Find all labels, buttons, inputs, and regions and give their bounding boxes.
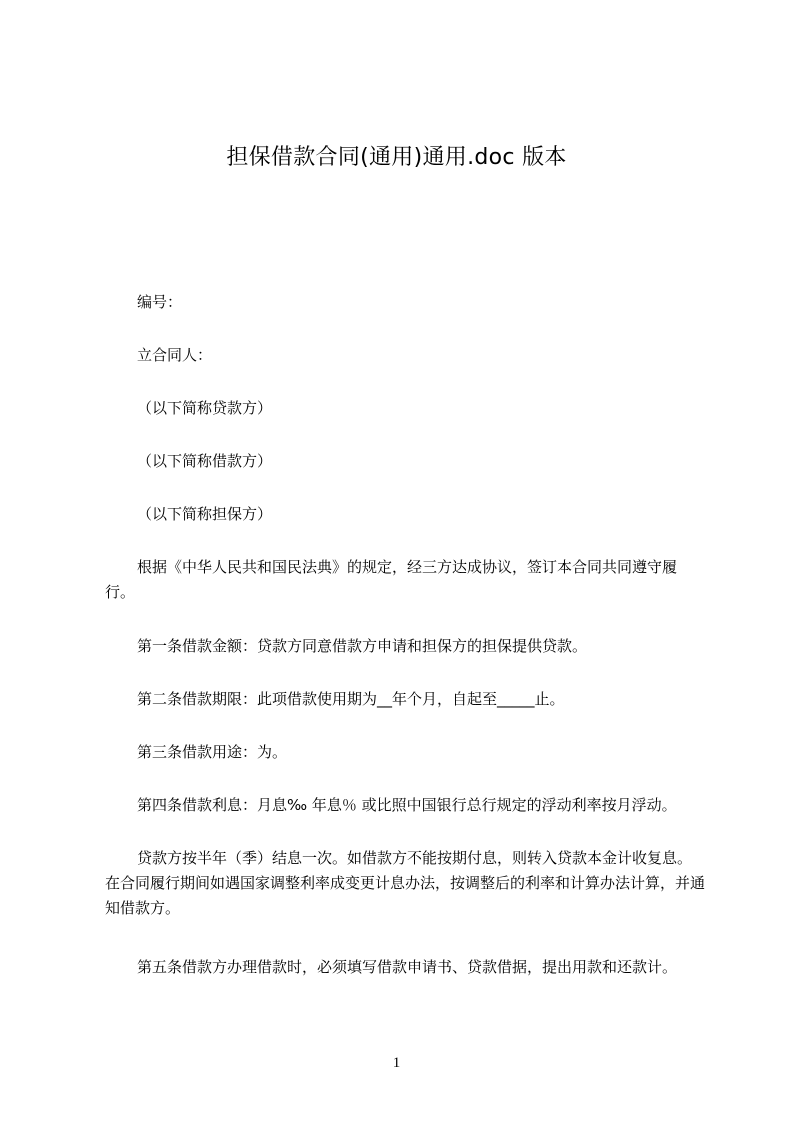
document-title: 担保借款合同(通用)通用.doc 版本: [226, 145, 567, 170]
paragraph-borrower: （以下简称借款方）: [137, 452, 273, 470]
paragraph-number: 编号：: [137, 293, 183, 311]
paragraph-article-2: 第二条借款期限：此项借款使用期为__年个月，自起至_____止。: [137, 690, 565, 708]
page-number: 1: [392, 1055, 401, 1071]
paragraph-article-5: 第五条借款方办理借款时，必须填写借款申请书、贷款借据，提出用款和还款计。: [137, 958, 678, 976]
paragraph-article-1: 第一条借款金额：贷款方同意借款方申请和担保方的担保提供贷款。: [137, 637, 588, 655]
paragraph-article-4: 第四条借款利息：月息‰ 年息％ 或比照中国银行总行规定的浮动利率按月浮动。: [137, 796, 677, 814]
paragraph-interest-detail: 贷款方按半年（季）结息一次。如借款方不能按期付息，则转入贷款本金计收复息。在合同履行期间如遇国家调整利率成变更计息办法，按调整后的利率和计算办法计算，并通知借款方。: [105, 849, 706, 917]
paragraph-lender: （以下简称贷款方）: [137, 399, 273, 417]
paragraph-article-3: 第三条借款用途：为。: [137, 743, 288, 761]
paragraph-parties: 立合同人：: [137, 346, 213, 364]
paragraph-guarantor: （以下简称担保方）: [137, 505, 273, 523]
paragraph-intro: 根据《中华人民共和国民法典》的规定，经三方达成协议，签订本合同共同遵守履行。: [105, 558, 678, 601]
